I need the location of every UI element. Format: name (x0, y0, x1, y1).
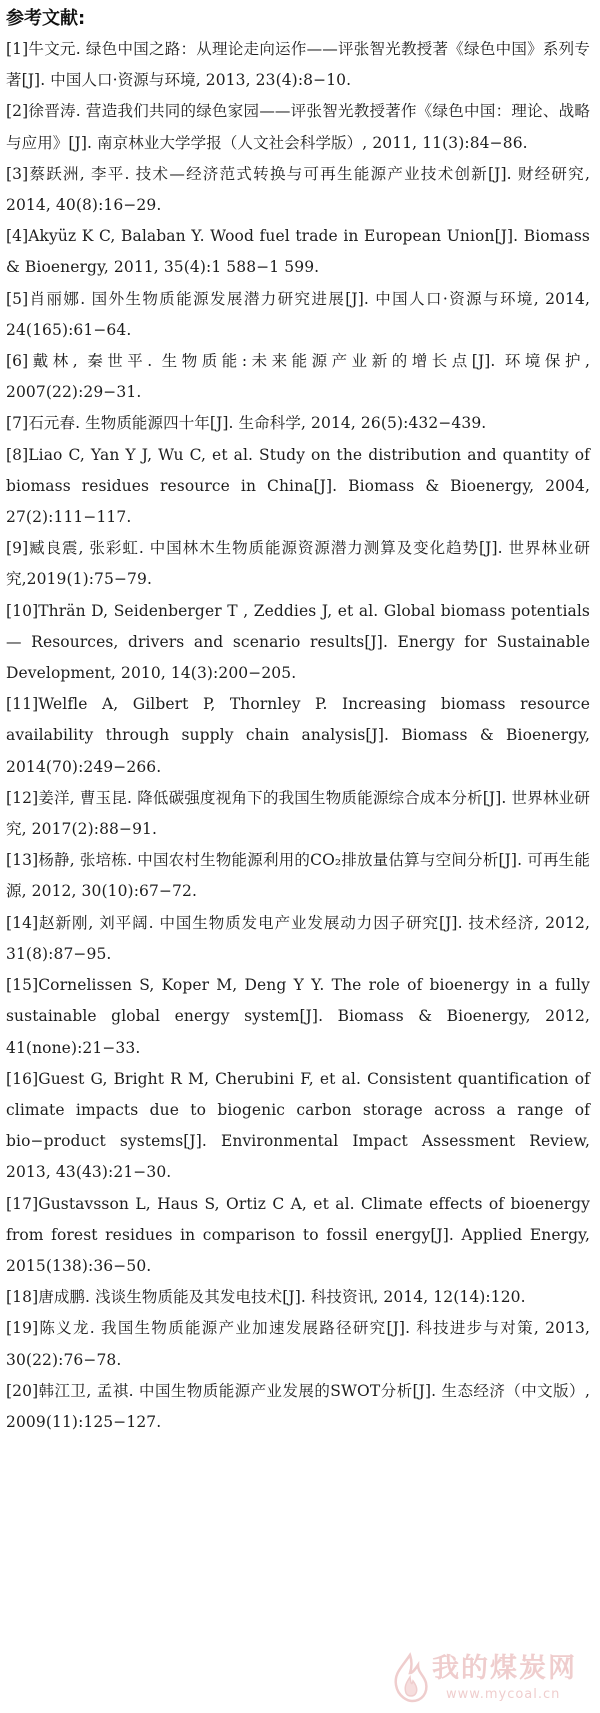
reference-number: [15] (6, 976, 39, 995)
reference-text: 唐成鹏. 浅谈生物质能及其发电技术[J]. 科技资讯, 2014, 12(14):120. (38, 1288, 526, 1307)
reference-text: Guest G, Bright R M, Cherubini F, et al. Consistent quantification of climate impacts due to biogenic carbon storage across a range of bio−product systems[J]. Environmental Impact Assessment Review, 2013, 43(43):21−30. (6, 1069, 590, 1182)
references-heading: 参考文献: (6, 8, 86, 29)
reference-item-3 (6, 159, 590, 221)
reference-number: [6] (6, 352, 29, 371)
reference-number: [20] (6, 1381, 39, 1400)
reference-number: [1] (6, 40, 29, 58)
reference-text: Liao C, Yan Y J, Wu C, et al. Study on the distribution and quantity of biomass residues resource in China[J]. Biomass & Bioenergy, 2004, 27(2):111−117. (6, 445, 590, 527)
reference-text: Akyüz K C, Balaban Y. Wood fuel trade in European Union[J]. Biomass & Bioenergy, 2011, 35(4):1 588−1 599. (6, 227, 590, 277)
reference-item-11 (6, 689, 590, 783)
reference-number: [14] (6, 913, 39, 932)
reference-text: 蔡跃洲, 李平. 技术—经济范式转换与可再生能源产业技术创新[J]. 财经研究, 2014, 40(8):16−29. (6, 164, 590, 215)
watermark-url: www.mycoal.cn (446, 1687, 561, 1702)
reference-number: [11] (6, 695, 39, 714)
reference-item-16 (6, 1064, 590, 1189)
flame-logo-icon (382, 1651, 438, 1705)
reference-item-2 (6, 96, 590, 158)
reference-number: [8] (6, 445, 29, 464)
reference-item-9 (6, 533, 590, 595)
reference-item-13 (6, 845, 590, 907)
reference-text: Thrän D, Seidenberger T , Zeddies J, et al. Global biomass potentials — Resources, drivers and scenario results[J]. Energy for Sustainable Development, 2010, 14(3):200−205. (6, 601, 590, 683)
reference-item-8 (6, 440, 590, 534)
reference-item-18 (6, 1282, 590, 1313)
watermark (382, 1649, 592, 1707)
reference-number: [19] (6, 1319, 39, 1338)
reference-number: [18] (6, 1288, 39, 1307)
reference-item-20 (6, 1376, 590, 1438)
reference-text: Welfle A, Gilbert P, Thornley P. Increasing biomass resource availability through supply chain analysis[J]. Biomass & Bioenergy, 2014(70):249−266. (6, 695, 590, 776)
reference-text: 牛文元. 绿色中国之路：从理论走向运作——评张智光教授著《绿色中国》系列专著[J]. 中国人口·资源与环境, 2013, 23(4):8−10. (6, 40, 590, 90)
reference-item-6 (6, 346, 590, 408)
reference-text: Cornelissen S, Koper M, Deng Y Y. The role of bioenergy in a fully sustainable global energy system[J]. Biomass & Bioenergy, 2012, 41(none):21−33. (6, 976, 590, 1057)
reference-text: 赵新刚, 刘平阔. 中国生物质发电产业发展动力因子研究[J]. 技术经济, 2012, 31(8):87−95. (6, 913, 590, 963)
reference-number: [7] (6, 414, 29, 433)
reference-text: 姜洋, 曹玉昆. 降低碳强度视角下的我国生物质能源综合成本分析[J]. 世界林业研究, 2017(2):88−91. (6, 788, 590, 839)
reference-item-14 (6, 908, 590, 970)
reference-number: [4] (6, 227, 29, 246)
reference-number: [2] (6, 102, 29, 121)
reference-text: 徐晋涛. 营造我们共同的绿色家园——评张智光教授著作《绿色中国：理论、战略与应用》[J]. 南京林业大学学报（人文社会科学版）, 2011, 11(3):84−86. (6, 102, 590, 152)
reference-number: [13] (6, 851, 39, 870)
reference-item-15 (6, 970, 590, 1064)
reference-number: [10] (6, 601, 39, 620)
reference-text: 韩江卫, 孟祺. 中国生物质能源产业发展的SWOT分析[J]. 生态经济（中文版）, 2009(11):125−127. (6, 1381, 590, 1431)
reference-item-4 (6, 221, 590, 283)
reference-item-5 (6, 284, 590, 346)
reference-text: 肖丽娜. 国外生物质能源发展潜力研究进展[J]. 中国人口·资源与环境, 2014, 24(165):61−64. (6, 289, 590, 339)
reference-item-10 (6, 596, 590, 690)
reference-list (6, 34, 590, 1438)
reference-item-1 (6, 34, 590, 96)
reference-text: 戴林, 秦世平. 生物质能:未来能源产业新的增长点[J]. 环境保护, 2007(22):29−31. (6, 352, 590, 402)
reference-number: [9] (6, 539, 29, 558)
reference-number: [3] (6, 164, 29, 183)
reference-text: Gustavsson L, Haus S, Ortiz C A, et al. Climate effects of bioenergy from forest residues in comparison to fossil energy[J]. Applied Energy, 2015(138):36−50. (6, 1194, 590, 1275)
reference-item-17 (6, 1189, 590, 1283)
reference-text: 杨静, 张培栋. 中国农村生物能源利用的CO₂排放量估算与空间分析[J]. 可再生能源, 2012, 30(10):67−72. (6, 851, 590, 901)
reference-number: [16] (6, 1069, 39, 1088)
reference-item-12 (6, 783, 590, 845)
reference-text: 臧良震, 张彩虹. 中国林木生物质能源资源潜力测算及变化趋势[J]. 世界林业研究,2019(1):75−79. (6, 539, 590, 589)
reference-number: [17] (6, 1194, 39, 1213)
reference-number: [5] (6, 289, 29, 308)
reference-item-19 (6, 1313, 590, 1375)
reference-text: 陈义龙. 我国生物质能源产业加速发展路径研究[J]. 科技进步与对策, 2013, 30(22):76−78. (6, 1319, 590, 1369)
reference-item-7 (6, 408, 590, 439)
reference-text: 石元春. 生物质能源四十年[J]. 生命科学, 2014, 26(5):432−439. (28, 414, 487, 433)
reference-number: [12] (6, 788, 39, 807)
watermark-title: 我的煤炭网 (432, 1653, 577, 1684)
